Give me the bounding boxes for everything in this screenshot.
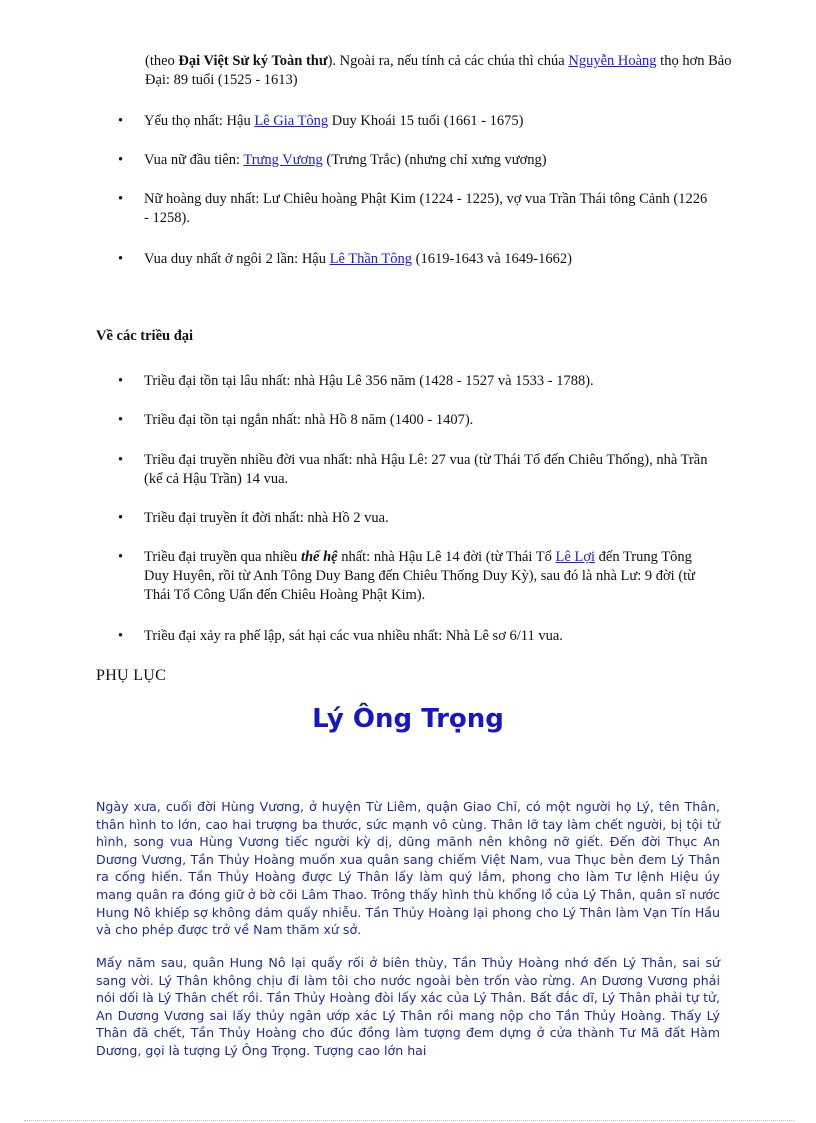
item-text: Triều đại truyền ít đời nhất: nhà Hồ 2 vua. [144, 510, 389, 526]
page-bottom-divider [24, 1120, 794, 1121]
bullet-icon: • [118, 452, 124, 468]
item-text: Triều đại truyền qua nhiều [144, 549, 301, 565]
item-text: Vua duy nhất ở ngôi 2 lần: Hậu [144, 251, 330, 267]
bullet-icon: • [118, 510, 124, 526]
item-text: Triều đại truyền nhiều đời vua nhất: nhà Hậu Lê: 27 vua (từ Thái Tổ đến Chiêu Thống), nhà Trần (kể cả Hậu Trần) 14 vua. [144, 452, 708, 487]
item-text: Duy Khoái 15 tuổi (1661 - 1675) [328, 113, 524, 129]
intro-post: thọ hơn Bảo Đại: 89 tuổi (1525 - 1613) [145, 53, 732, 88]
intro-pre: (theo [145, 53, 179, 69]
link-trung-vuong[interactable]: Trưng Vương [243, 152, 323, 168]
item-text: Triều đại xảy ra phế lập, sát hại các vua nhiều nhất: Nhà Lê sơ 6/11 vua. [144, 628, 563, 644]
section-heading: Về các triều đại [96, 328, 194, 344]
story-paragraph: Mấy năm sau, quân Hung Nô lại quấy rối ở biên thùy, Tần Thủy Hoàng nhớ đến Lý Thân, sai sứ sang vời. Lý Thân không chịu đi làm tôi cho nước ngoài bèn trốn vào rừng. An Dương Vương phải nói dối là Lý Thân chết rồi. Tần Thủy Hoàng đòi lấy xác của Lý Thân. Bất đắc dĩ, Lý Thân phải tự tử, An Dương Vương sai lấy thủy ngân ướp xác Lý Thân rồi mang nộp cho Tần Thủy Hoàng. Thấy Lý Thân đã chết, Tần Thủy Hoàng cho đúc đồng làm tượng đem dựng ở cửa thành Tư Mã đất Hàm Dương, gọi là tượng Lý Ông Trọng. Tượng cao lớn hai [96, 955, 720, 1058]
bullet-icon: • [118, 412, 124, 428]
item-text: Triều đại tồn tại ngắn nhất: nhà Hồ 8 năm (1400 - 1407). [144, 412, 474, 428]
appendix-label: PHỤ LỤC [96, 667, 167, 684]
bullet-icon: • [118, 549, 124, 565]
story-title: Lý Ông Trọng [312, 704, 504, 734]
item-text: nhất: nhà Hậu Lê 14 đời (từ Thái Tổ [337, 549, 556, 565]
bullet-icon: • [118, 113, 124, 129]
intro-source-title: Đại Việt Sử ký Toàn thư [178, 53, 328, 69]
item-text: (1619-1643 và 1649-1662) [412, 251, 572, 267]
bullet-icon: • [118, 152, 124, 168]
item-text: Yểu thọ nhất: Hậu [144, 113, 255, 129]
item-emphasis: thế hệ [300, 549, 338, 565]
intro-paragraph [145, 52, 735, 90]
item-text: đến Trung Tông Duy Huyên, rồi từ Anh Tông Duy Bang đến Chiêu Thống Duy Kỳ), sau đó là nhà Lư: 9 đời (từ Thái Tổ Công Uẩn đến Chiêu Hoàng Phật Kim). [144, 549, 696, 603]
bullet-icon: • [118, 373, 124, 389]
intro-mid: ). Ngoài ra, nếu tính cả các chúa thì chúa [327, 53, 569, 69]
item-text: Triều đại tồn tại lâu nhất: nhà Hậu Lê 356 năm (1428 - 1527 và 1533 - 1788). [144, 373, 594, 389]
story-paragraph: Ngày xưa, cuối đời Hùng Vương, ở huyện Từ Liêm, quận Giao Chỉ, có một người họ Lý, tên Thân, thân hình to lớn, cao hai trượng ba thước, sức mạnh vô cùng. Thân lỡ tay làm chết người, bị tội tử hình, song vua Hùng Vương tiếc người kỳ dị, dũng mãnh nên không nỡ giết. Đến đời Thục An Dương Vương, Tần Thủy Hoàng muốn xua quân sang chiếm Việt Nam, vua Thục bèn đem Lý Thân ra cống hiến. Tần Thủy Hoàng được Lý Thân lấy làm quý lắm, phong cho làm Tư lệnh Hiệu úy mang quân ra đóng giữ ở bờ cõi Lâm Thao. Trông thấy hình thù khổng lồ của Lý Thân, quân sĩ nước Hung Nô khiếp sợ không dám quấy nhiễu. Tần Thủy Hoàng lại phong cho Lý Thân làm Vạn Tín Hầu và cho phép được trở về Nam thăm xứ sở. [96, 799, 720, 938]
bullet-icon: • [118, 628, 124, 644]
bullet-icon: • [118, 251, 124, 267]
link-le-than-tong[interactable]: Lê Thần Tông [329, 251, 413, 267]
item-text: Nữ hoàng duy nhất: Lư Chiêu hoàng Phật Kim (1224 - 1225), vợ vua Trần Thái tông Cảnh (1226 - 1258). [144, 191, 708, 226]
item-text: (Trưng Trắc) (nhưng chỉ xưng vương) [322, 152, 547, 168]
link-le-gia-tong[interactable]: Lê Gia Tông [254, 113, 329, 129]
link-nguyen-hoang[interactable]: Nguyễn Hoàng [568, 53, 657, 69]
item-text: Vua nữ đầu tiên: [144, 152, 244, 168]
link-le-loi[interactable]: Lê Lợi [555, 549, 596, 565]
bullet-icon: • [118, 191, 124, 207]
